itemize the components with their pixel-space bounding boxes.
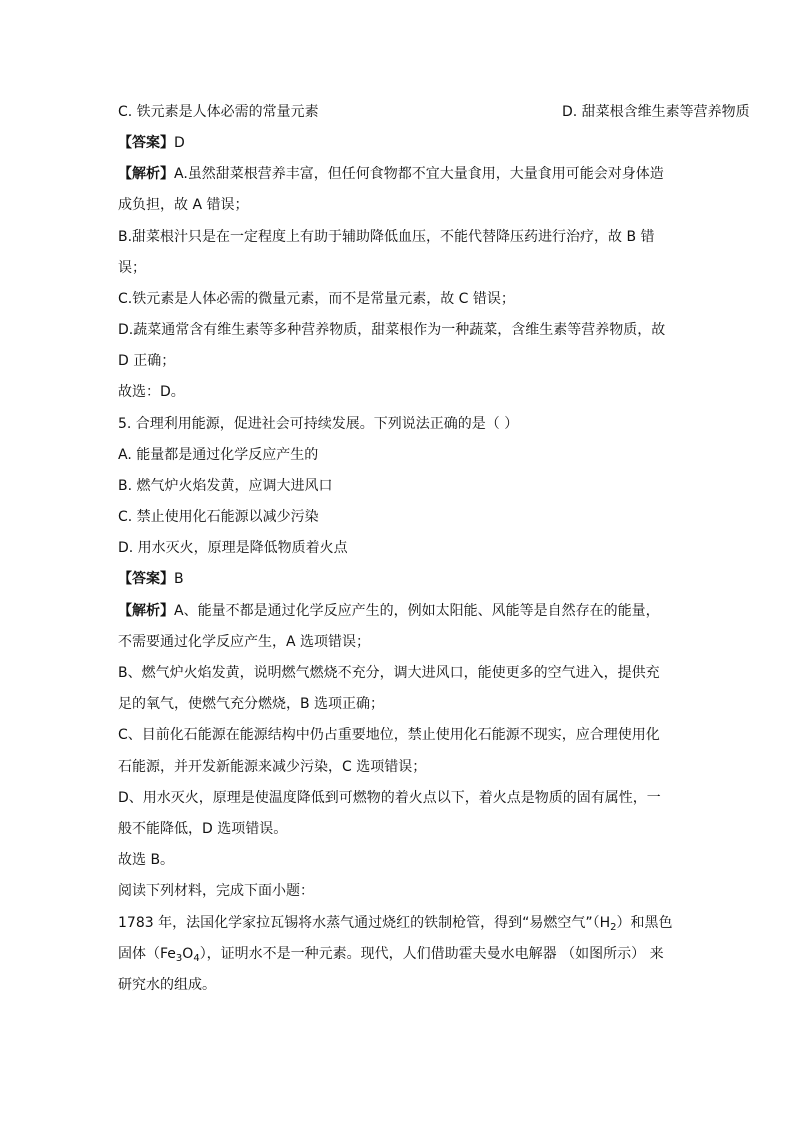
q5-analysis-tag: 【解析】	[118, 603, 174, 619]
q4-answer-value: D	[174, 135, 185, 151]
material-text: O	[182, 946, 194, 962]
q5-answer-value: B	[174, 571, 184, 587]
q5-analysis-line	[118, 601, 660, 621]
material-paragraph-line	[118, 913, 673, 933]
q5-conclusion: 故选 B。	[118, 852, 175, 868]
q5-stem: 5. 合理利用能源，促进社会可持续发展。下列说法正确的是（ ）	[118, 416, 519, 432]
material-paragraph-line	[118, 944, 664, 964]
subscript: 4	[193, 953, 200, 964]
q5-analysis-line: 不需要通过化学反应产生，A 选项错误；	[118, 634, 371, 650]
q4-conclusion: 故选：D。	[118, 384, 185, 400]
q5-analysis-line: 般不能降低，D 选项错误。	[118, 821, 288, 837]
material-paragraph-line: 研究水的组成。	[118, 977, 216, 993]
q4-analysis-line: C.铁元素是人体必需的微量元素，而不是常量元素，故 C 错误；	[118, 291, 515, 307]
q4-analysis-text: A.虽然甜菜根营养丰富，但任何食物都不宜大量食用，大量食用可能会对身体造	[174, 166, 664, 182]
q4-analysis-line: 误；	[118, 260, 146, 276]
q4-option-d: D. 甜菜根含维生素等营养物质	[562, 104, 750, 120]
q4-answer	[118, 133, 185, 153]
material-intro: 阅读下列材料，完成下面小题：	[118, 883, 314, 899]
q5-answer-tag: 【答案】	[118, 571, 174, 587]
q5-analysis-line: 足的氧气，使燃气充分燃烧，B 选项正确；	[118, 696, 385, 712]
q4-analysis-line: D 正确；	[118, 353, 176, 369]
q5-analysis-line: C、目前化石能源在能源结构中仍占重要地位，禁止使用化石能源不现实，应合理使用化	[118, 727, 660, 743]
material-text: ）和黑色	[616, 915, 673, 931]
q5-analysis-line: B、燃气炉火焰发黄，说明燃气燃烧不充分，调大进风口，能使更多的空气进入，提供充	[118, 665, 660, 681]
q5-analysis-line: D、用水灭火，原理是使温度降低到可燃物的着火点以下，着火点是物质的固有属性，一	[118, 790, 661, 806]
q4-options-row	[118, 102, 750, 122]
q5-analysis-line: 石能源，并开发新能源来减少污染，C 选项错误；	[118, 759, 427, 775]
q4-analysis-tag: 【解析】	[118, 166, 174, 182]
q4-analysis-line: 成负担，故 A 错误；	[118, 197, 249, 213]
q5-analysis-text: A、能量不都是通过化学反应产生的，例如太阳能、风能等是自然存在的能量，	[174, 603, 660, 619]
q4-analysis-line	[118, 164, 664, 184]
q5-option-c: C. 禁止使用化石能源以减少污染	[118, 509, 319, 525]
q5-option-a: A. 能量都是通过化学反应产生的	[118, 447, 319, 463]
material-text: 1783 年，法国化学家拉瓦锡将水蒸气通过烧红的铁制枪管，得到“易燃空气”（H	[118, 915, 611, 931]
material-text: ），证明水不是一种元素。现代，人们借助霍夫曼水电解器 （如图所示） 来	[199, 946, 664, 962]
material-text: 固体（Fe	[118, 946, 176, 962]
q5-answer	[118, 569, 184, 589]
q4-analysis-line: B.甜菜根汁只是在一定程度上有助于辅助降低血压，不能代替降压药进行治疗，故 B 错	[118, 229, 655, 245]
q4-answer-tag: 【答案】	[118, 135, 174, 151]
q4-analysis-line: D.蔬菜通常含有维生素等多种营养物质，甜菜根作为一种蔬菜，含维生素等营养物质，故	[118, 322, 666, 338]
q5-option-d: D. 用水灭火，原理是降低物质着火点	[118, 540, 348, 556]
subscript: 3	[175, 953, 183, 964]
q5-option-b: B. 燃气炉火焰发黄，应调大进风口	[118, 478, 333, 494]
q4-option-c: C. 铁元素是人体必需的常量元素	[118, 104, 319, 120]
subscript: 2	[610, 922, 617, 933]
